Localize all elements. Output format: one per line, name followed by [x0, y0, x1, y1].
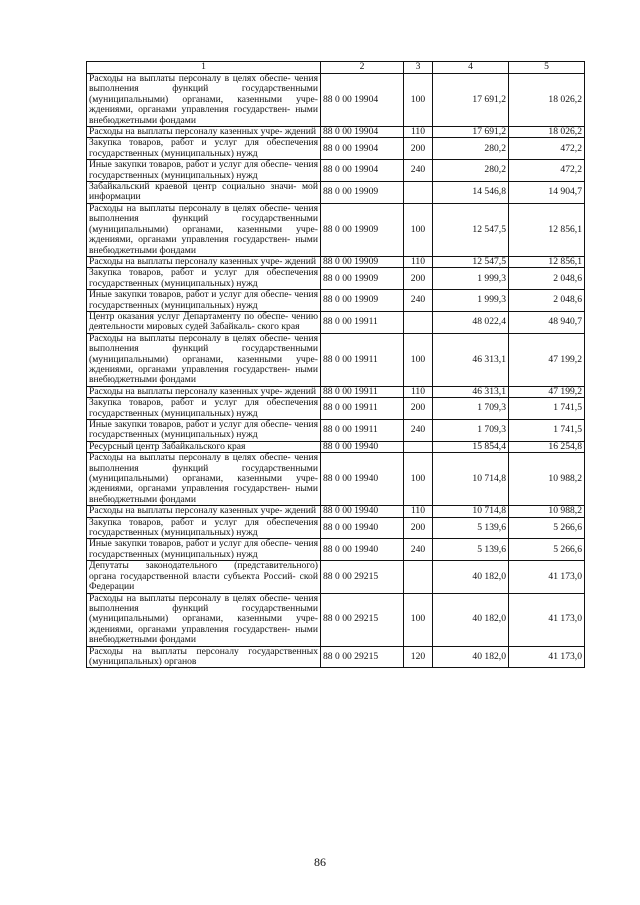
table-row	[87, 160, 585, 182]
row-value-col4: 12 547,5	[433, 203, 509, 256]
table-row	[87, 127, 585, 138]
row-name: Расходы на выплаты персоналу казенных учре- ждений	[87, 127, 321, 138]
row-value-col5: 47 199,2	[509, 333, 585, 386]
row-kind: 100	[404, 593, 433, 646]
row-value-col4: 280,2	[433, 138, 509, 160]
table-row	[87, 441, 585, 452]
column-number-row	[87, 62, 585, 74]
row-kind: 110	[404, 256, 433, 267]
row-code: 88 0 00 19909	[321, 203, 404, 256]
row-value-col4: 280,2	[433, 160, 509, 182]
row-kind: 110	[404, 127, 433, 138]
row-name: Расходы на выплаты персоналу в целях обеспе- чения выполнения функций государственными (муниципальными) органами, казенными учре- ждениями, органами управления государствен- ными внебюджетными фондами	[87, 74, 321, 127]
table-row	[87, 138, 585, 160]
row-name: Иные закупки товаров, работ и услуг для обеспе- чения государственных (муниципальных) нужд	[87, 290, 321, 312]
table-row	[87, 290, 585, 312]
column-number: 3	[404, 62, 433, 74]
row-name: Закупка товаров, работ и услуг для обеспечения государственных (муниципальных) нужд	[87, 398, 321, 420]
row-value-col4: 10 714,8	[433, 506, 509, 517]
row-kind: 100	[404, 333, 433, 386]
row-name: Расходы на выплаты персоналу государственных (муниципальных) органов	[87, 646, 321, 668]
row-kind: 110	[404, 506, 433, 517]
page-number: 86	[314, 855, 326, 869]
row-code: 88 0 00 19940	[321, 506, 404, 517]
column-number: 5	[509, 62, 585, 74]
table-row	[87, 203, 585, 256]
row-value-col5: 10 988,2	[509, 506, 585, 517]
row-kind: 110	[404, 386, 433, 397]
table-row	[87, 256, 585, 267]
row-name: Иные закупки товаров, работ и услуг для обеспе- чения государственных (муниципальных) нужд	[87, 539, 321, 561]
row-value-col5: 47 199,2	[509, 386, 585, 397]
row-kind: 240	[404, 539, 433, 561]
table-row	[87, 333, 585, 386]
row-name: Забайкальский краевой центр социально значи- мой информации	[87, 182, 321, 204]
row-value-col5: 48 940,7	[509, 311, 585, 333]
row-value-col4: 17 691,2	[433, 127, 509, 138]
row-value-col5: 472,2	[509, 160, 585, 182]
row-value-col4: 48 022,4	[433, 311, 509, 333]
table-row	[87, 593, 585, 646]
row-kind: 200	[404, 517, 433, 539]
budget-table	[86, 61, 585, 668]
row-code: 88 0 00 19940	[321, 517, 404, 539]
row-value-col5: 16 254,8	[509, 441, 585, 452]
row-kind: 200	[404, 398, 433, 420]
table-body	[87, 62, 585, 668]
row-value-col5: 41 173,0	[509, 646, 585, 668]
row-code: 88 0 00 19909	[321, 256, 404, 267]
row-code: 88 0 00 19940	[321, 441, 404, 452]
row-value-col4: 46 313,1	[433, 386, 509, 397]
table-row	[87, 561, 585, 593]
row-value-col4: 15 854,4	[433, 441, 509, 452]
row-name: Закупка товаров, работ и услуг для обеспечения государственных (муниципальных) нужд	[87, 138, 321, 160]
row-value-col4: 46 313,1	[433, 333, 509, 386]
row-name: Расходы на выплаты персоналу казенных учре- ждений	[87, 506, 321, 517]
row-name: Закупка товаров, работ и услуг для обеспечения государственных (муниципальных) нужд	[87, 268, 321, 290]
row-code: 88 0 00 19911	[321, 333, 404, 386]
table-row	[87, 386, 585, 397]
row-value-col4: 14 546,8	[433, 182, 509, 204]
row-kind: 100	[404, 203, 433, 256]
row-name: Расходы на выплаты персоналу в целях обеспе- чения выполнения функций государственными (муниципальными) органами, казенными учре- ждениями, органами управления государствен- ными внебюджетными фондами	[87, 593, 321, 646]
row-value-col4: 1 999,3	[433, 290, 509, 312]
row-kind: 200	[404, 268, 433, 290]
row-code: 88 0 00 19904	[321, 74, 404, 127]
row-code: 88 0 00 19911	[321, 311, 404, 333]
row-code: 88 0 00 19911	[321, 398, 404, 420]
table-row	[87, 506, 585, 517]
row-value-col5: 472,2	[509, 138, 585, 160]
row-kind: 100	[404, 453, 433, 506]
row-value-col5: 41 173,0	[509, 561, 585, 593]
row-code: 88 0 00 19909	[321, 182, 404, 204]
row-value-col4: 40 182,0	[433, 561, 509, 593]
row-name: Иные закупки товаров, работ и услуг для обеспе- чения государственных (муниципальных) нужд	[87, 160, 321, 182]
row-name: Расходы на выплаты персоналу в целях обеспе- чения выполнения функций государственными (муниципальными) органами, казенными учре- ждениями, органами управления государствен- ными внебюджетными фондами	[87, 333, 321, 386]
row-value-col4: 5 139,6	[433, 517, 509, 539]
row-code: 88 0 00 29215	[321, 561, 404, 593]
column-number: 1	[87, 62, 321, 74]
row-name: Расходы на выплаты персоналу в целях обеспе- чения выполнения функций государственными (муниципальными) органами, казенными учре- ждениями, органами управления государствен- ными внебюджетными фондами	[87, 203, 321, 256]
row-name: Депутаты законодательного (представительного) органа государственной власти субъекта Россий- ской Федерации	[87, 561, 321, 593]
row-value-col5: 1 741,5	[509, 398, 585, 420]
row-code: 88 0 00 19940	[321, 539, 404, 561]
column-number: 2	[321, 62, 404, 74]
row-value-col5: 10 988,2	[509, 453, 585, 506]
row-kind: 120	[404, 646, 433, 668]
row-value-col5: 12 856,1	[509, 256, 585, 267]
table-row	[87, 539, 585, 561]
table-row	[87, 453, 585, 506]
row-value-col5: 18 026,2	[509, 127, 585, 138]
row-value-col4: 40 182,0	[433, 593, 509, 646]
row-kind: 240	[404, 160, 433, 182]
row-value-col5: 41 173,0	[509, 593, 585, 646]
table-row	[87, 182, 585, 204]
table-row	[87, 311, 585, 333]
row-value-col4: 17 691,2	[433, 74, 509, 127]
row-value-col4: 10 714,8	[433, 453, 509, 506]
row-name: Расходы на выплаты персоналу казенных учре- ждений	[87, 386, 321, 397]
row-name: Расходы на выплаты персоналу казенных учре- ждений	[87, 256, 321, 267]
row-name: Расходы на выплаты персоналу в целях обеспе- чения выполнения функций государственными (муниципальными) органами, казенными учре- ждениями, органами управления государствен- ными внебюджетными фондами	[87, 453, 321, 506]
row-value-col4: 12 547,5	[433, 256, 509, 267]
row-code: 88 0 00 19904	[321, 138, 404, 160]
row-value-col5: 5 266,6	[509, 517, 585, 539]
table-row	[87, 646, 585, 668]
row-code: 88 0 00 19940	[321, 453, 404, 506]
row-code: 88 0 00 19904	[321, 127, 404, 138]
row-code: 88 0 00 19904	[321, 160, 404, 182]
row-value-col5: 5 266,6	[509, 539, 585, 561]
row-value-col5: 12 856,1	[509, 203, 585, 256]
row-value-col5: 18 026,2	[509, 74, 585, 127]
table-row	[87, 268, 585, 290]
row-kind: 100	[404, 74, 433, 127]
row-code: 88 0 00 19909	[321, 290, 404, 312]
row-value-col4: 1 999,3	[433, 268, 509, 290]
row-code: 88 0 00 19909	[321, 268, 404, 290]
row-value-col4: 1 709,3	[433, 420, 509, 442]
row-value-col4: 5 139,6	[433, 539, 509, 561]
row-code: 88 0 00 29215	[321, 646, 404, 668]
row-kind: 240	[404, 420, 433, 442]
table-row	[87, 517, 585, 539]
row-value-col5: 2 048,6	[509, 268, 585, 290]
table-row	[87, 74, 585, 127]
row-code: 88 0 00 19911	[321, 420, 404, 442]
row-kind: 240	[404, 290, 433, 312]
row-code: 88 0 00 19911	[321, 386, 404, 397]
row-name: Иные закупки товаров, работ и услуг для обеспе- чения государственных (муниципальных) нужд	[87, 420, 321, 442]
row-value-col5: 2 048,6	[509, 290, 585, 312]
row-value-col5: 1 741,5	[509, 420, 585, 442]
row-kind	[404, 182, 433, 204]
row-code: 88 0 00 29215	[321, 593, 404, 646]
table-row	[87, 398, 585, 420]
row-kind: 200	[404, 138, 433, 160]
table-row	[87, 420, 585, 442]
row-kind	[404, 561, 433, 593]
row-name: Закупка товаров, работ и услуг для обеспечения государственных (муниципальных) нужд	[87, 517, 321, 539]
row-value-col4: 1 709,3	[433, 398, 509, 420]
row-kind	[404, 311, 433, 333]
row-value-col4: 40 182,0	[433, 646, 509, 668]
row-kind	[404, 441, 433, 452]
row-name: Центр оказания услуг Департаменту по обеспе- чению деятельности мировых судей Забайкаль- ского края	[87, 311, 321, 333]
row-name: Ресурсный центр Забайкальского края	[87, 441, 321, 452]
column-number: 4	[433, 62, 509, 74]
row-value-col5: 14 904,7	[509, 182, 585, 204]
